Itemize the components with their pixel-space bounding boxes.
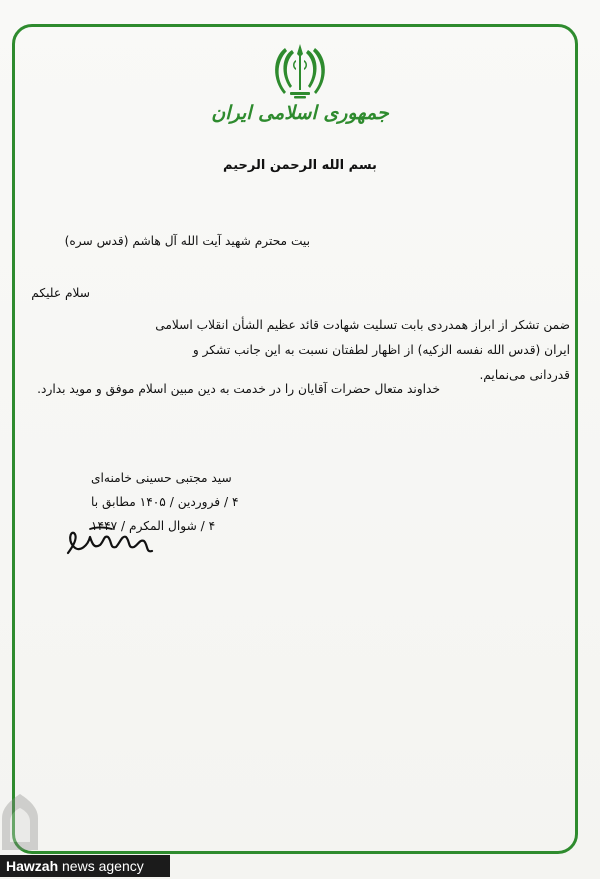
agency-suffix: news agency: [58, 858, 144, 874]
handwritten-signature: [60, 515, 160, 565]
signer-name: سید مجتبی حسینی خامنه‌ای: [91, 471, 232, 485]
green-border-frame: [12, 24, 578, 854]
letter-body: ضمن تشکر از ابراز همدردی بابت تسلیت شهادت قائد عظیم الشأن انقلاب اسلامی ایران (قدس الله نفسه الزکیه) از اظهار لطفتان نسبت به این جانب تشکر و قدردانی می‌نمایم.: [155, 318, 570, 382]
agency-banner: [0, 855, 170, 877]
letter-greeting: سلام علیکم: [31, 286, 90, 300]
date-lunar: ۴ / شوال المکرم / ۱۴۴۷: [91, 519, 216, 533]
agency-brand: Hawzah: [6, 858, 59, 874]
letter-addressee: بیت محترم شهید آیت الله آل هاشم (قدس سره): [64, 234, 310, 248]
letter-closing: خداوند متعال حضرات آقایان را در خدمت به دین مبین اسلام موفق و موید بدارد.: [37, 382, 440, 396]
iran-emblem-icon: [268, 40, 332, 102]
date-solar: ۴ / فروردین / ۱۴۰۵ مطابق با: [91, 495, 239, 509]
agency-watermark-icon: [0, 792, 40, 852]
emblem-caption: جمهوری اسلامی ایران: [211, 102, 389, 124]
basmala-heading: بسم الله الرحمن الرحیم: [223, 158, 377, 173]
